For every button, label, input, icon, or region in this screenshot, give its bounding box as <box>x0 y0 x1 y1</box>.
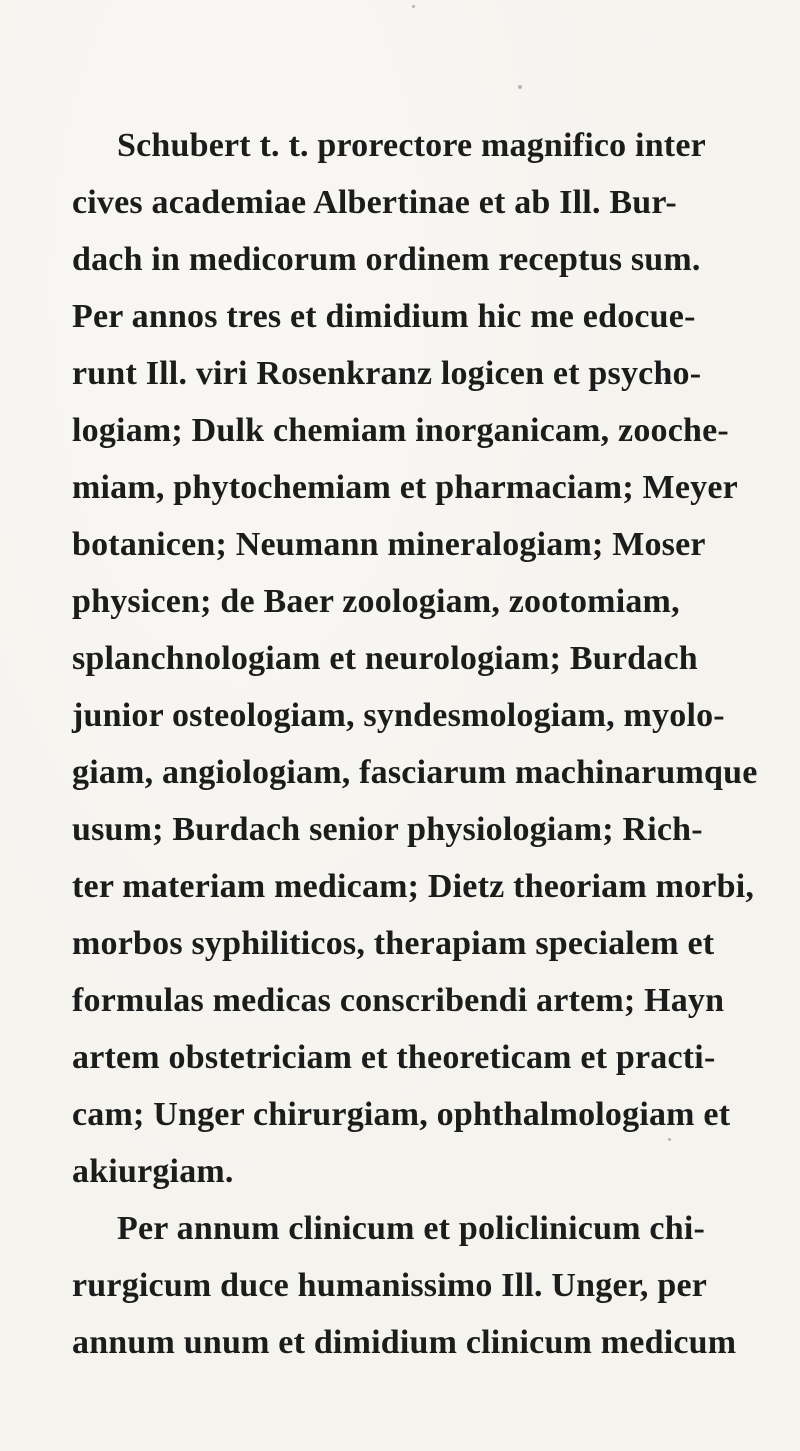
scan-speck <box>438 1001 441 1004</box>
text-line-16: formulas medicas conscribendi artem; Hayn <box>72 982 725 1019</box>
text-line-4: Per annos tres et dimidium hic me edocue- <box>72 298 696 335</box>
text-line-6: logiam; Dulk chemiam inorganicam, zooche- <box>72 412 729 449</box>
text-line-19: akiurgiam. <box>72 1153 234 1190</box>
text-line-7: miam, phytochemiam et pharmaciam; Meyer <box>72 469 738 506</box>
text-line-22: annum unum et dimidium clinicum medicum <box>72 1324 737 1361</box>
text-line-12: giam, angiologiam, fasciarum machinarumque <box>72 754 758 791</box>
text-line-15: morbos syphiliticos, therapiam specialem et <box>72 925 715 962</box>
scan-speck <box>518 85 522 89</box>
text-line-11: junior osteologiam, syndesmologiam, myolo- <box>72 697 725 734</box>
text-line-9: physicen; de Baer zoologiam, zootomiam, <box>72 583 680 620</box>
text-line-14: ter materiam medicam; Dietz theoriam morbi, <box>72 868 755 905</box>
text-line-8: botanicen; Neumann mineralogiam; Moser <box>72 526 706 563</box>
text-line-2: cives academiae Albertinae et ab Ill. Bur- <box>72 184 677 221</box>
text-line-21: rurgicum duce humanissimo Ill. Unger, per <box>72 1267 708 1304</box>
text-line-3: dach in medicorum ordinem receptus sum. <box>72 241 701 278</box>
text-line-10: splanchnologiam et neurologiam; Burdach <box>72 640 698 677</box>
scan-speck <box>668 1138 671 1141</box>
text-line-17: artem obstetriciam et theoreticam et practi- <box>72 1039 716 1076</box>
scan-speck <box>412 5 415 8</box>
text-line-20: Per annum clinicum et policlinicum chi- <box>117 1210 705 1247</box>
text-line-18: cam; Unger chirurgiam, ophthalmologiam et <box>72 1096 731 1133</box>
text-line-1: Schubert t. t. prorectore magnifico inter <box>117 127 706 164</box>
text-line-5: runt Ill. viri Rosenkranz logicen et psycho- <box>72 355 702 392</box>
text-line-13: usum; Burdach senior physiologiam; Rich- <box>72 811 703 848</box>
